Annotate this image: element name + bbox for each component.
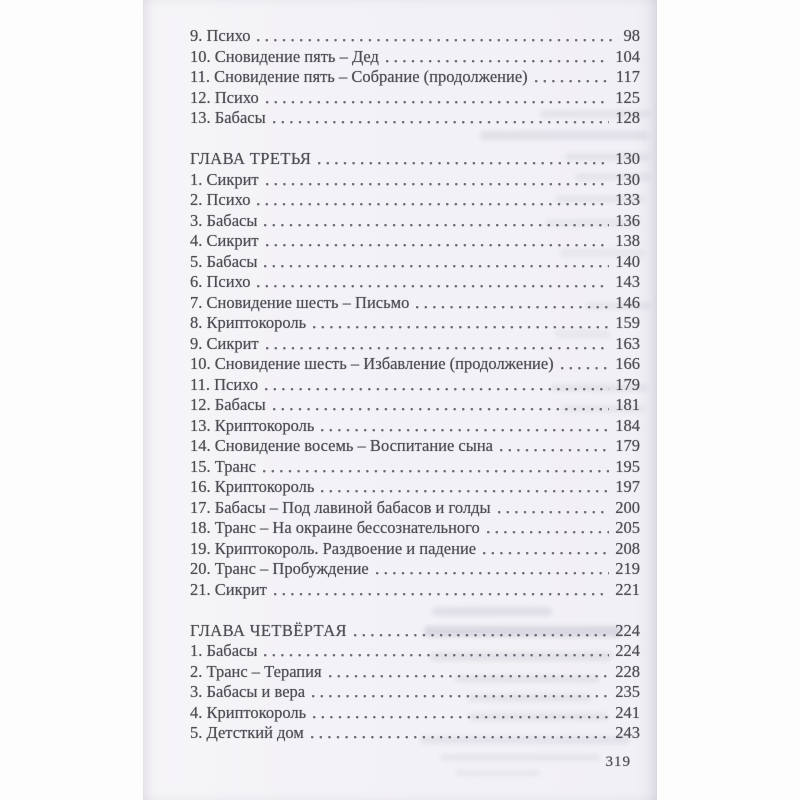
dot-leader [255,272,609,293]
toc-page-number: 235 [615,682,640,701]
section-gap [190,600,640,621]
dot-leader [384,47,609,68]
toc-chapter-label: ГЛАВА ТРЕТЬЯ [190,149,312,168]
toc-item-row [190,108,640,129]
toc-item-label: 21. Сикрит [190,579,267,599]
toc-item-label: 20. Транс – Пробуждение [190,559,369,578]
dot-leader [255,190,609,211]
dot-leader [264,170,610,191]
toc-item-row [190,662,640,683]
toc-item-row [190,88,640,109]
toc-page-number: 136 [615,210,640,230]
toc-page-number: 241 [615,702,640,722]
dot-leader [271,395,610,416]
toc-item-label: 10. Сновидение шесть – Избавление (продолжение) [190,354,554,373]
toc [190,26,640,744]
toc-page-number: 224 [615,641,640,660]
toc-item-row [190,436,640,457]
toc-page-number: 205 [615,518,640,537]
toc-page-number: 166 [615,354,640,373]
dot-leader [485,518,609,539]
dot-leader [316,149,609,170]
toc-item-row [190,682,640,703]
toc-item-row [190,641,640,662]
toc-page-number: 128 [615,108,640,127]
dot-leader [496,498,610,519]
toc-page-number: 117 [615,67,640,86]
toc-page-number: 228 [615,661,640,681]
toc-page-number: 219 [615,559,640,578]
dot-leader [310,682,609,703]
toc-item-row [190,293,640,314]
toc-page-number: 224 [615,620,640,640]
toc-page-number: 200 [615,497,640,517]
toc-item-row [190,272,640,293]
toc-page-number: 159 [615,313,640,332]
toc-page-number: 184 [615,415,640,435]
toc-page-number: 163 [615,333,640,353]
dot-leader [319,477,609,498]
dot-leader [264,231,610,252]
toc-page-number: 133 [615,190,640,209]
toc-item-row [190,252,640,273]
toc-item-row [190,539,640,560]
dot-leader [262,252,609,273]
toc-item-label: 3. Бабасы [190,210,258,230]
toc-item-label: 6. Психо [190,272,251,291]
toc-item-label: 11. Сновидение пять – Собрание (продолжение) [190,67,528,86]
toc-item-row [190,703,640,724]
toc-page-number: 179 [615,436,640,455]
toc-page-number: 125 [615,87,640,107]
toc-page-number: 143 [615,272,640,291]
bleedthrough-smudge [455,770,540,776]
toc-item-label: 8. Криптокороль [190,313,307,332]
toc-item-label: 2. Психо [190,190,251,209]
dot-leader [264,334,610,355]
toc-item-row [190,723,640,744]
toc-item-row [190,457,640,478]
toc-item-label: 12. Психо [190,87,259,107]
toc-item-label: 16. Криптокороль [190,477,315,496]
toc-page-number: 221 [615,579,640,599]
toc-item-label: 9. Психо [190,26,251,45]
book-page [143,0,657,800]
dot-leader [255,26,617,47]
toc-item-label: 14. Сновидение восемь – Воспитание сына [190,436,493,455]
dot-leader [264,88,610,109]
toc-item-row [190,559,640,580]
section-gap [190,129,640,150]
toc-item-row [190,580,640,601]
toc-item-label: 17. Бабасы – Под лавиной бабасов и голды [190,497,491,517]
toc-item-row [190,190,640,211]
toc-item-label: 18. Транс – На окраине бессознательного [190,518,480,537]
toc-item-label: 7. Сновидение шесть – Письмо [190,292,410,312]
toc-item-row [190,231,640,252]
toc-item-row [190,170,640,191]
toc-item-row [190,518,640,539]
toc-item-label: 13. Бабасы [190,108,266,127]
dot-leader [327,662,610,683]
toc-item-label: 1. Сикрит [190,169,259,189]
toc-item-label: 5. Детсткий дом [190,723,304,742]
toc-page-number: 104 [615,46,640,66]
toc-item-row [190,67,640,88]
toc-page-number: 179 [615,374,640,394]
toc-page-number: 208 [615,538,640,558]
toc-item-row [190,477,640,498]
dot-leader [309,723,609,744]
dot-leader [414,293,609,314]
toc-item-row [190,313,640,334]
bleedthrough-smudge [440,754,600,761]
dot-leader [374,559,610,580]
dot-leader [319,416,609,437]
toc-item-label: 11. Психо [190,374,259,394]
toc-page-number: 140 [615,251,640,271]
dot-leader [559,354,610,375]
toc-item-label: 13. Криптокороль [190,415,315,435]
toc-page-number: 243 [615,723,640,742]
toc-page-number: 130 [615,149,640,168]
dot-leader [271,108,610,129]
toc-item-label: 9. Сикрит [190,333,259,353]
dot-leader [262,641,609,662]
dot-leader [311,313,609,334]
page-number: 319 [605,754,631,770]
toc-item-label: 2. Транс – Терапия [190,661,322,681]
toc-item-row [190,26,640,47]
toc-item-label: 1. Бабасы [190,641,258,660]
toc-page-number: 130 [615,169,640,189]
toc-page-number: 98 [623,26,640,45]
toc-item-row [190,47,640,68]
dot-leader [263,375,609,396]
toc-page-number: 146 [615,292,640,312]
dot-leader [311,703,609,724]
toc-item-row [190,211,640,232]
dot-leader [262,211,609,232]
toc-item-label: 19. Криптокороль. Раздвоение и падение [190,538,477,558]
dot-leader [481,539,609,560]
toc-page-number: 195 [615,456,640,476]
toc-item-label: 3. Бабасы и вера [190,682,306,701]
toc-item-label: 4. Сикрит [190,231,259,250]
toc-item-row [190,416,640,437]
toc-item-label: 4. Криптокороль [190,702,307,722]
toc-chapter-row [190,621,640,642]
toc-item-label: 5. Бабасы [190,251,258,271]
toc-page-number: 181 [615,395,640,414]
dot-leader [498,436,609,457]
toc-item-label: 15. Транс [190,456,256,476]
toc-item-row [190,395,640,416]
toc-item-row [190,498,640,519]
toc-page-number: 138 [615,231,640,250]
toc-item-row [190,354,640,375]
toc-chapter-label: ГЛАВА ЧЕТВЁРТАЯ [190,620,347,640]
toc-chapter-row [190,149,640,170]
toc-item-row [190,334,640,355]
toc-item-row [190,375,640,396]
dot-leader [352,621,609,642]
toc-item-label: 10. Сновидение пять – Дед [190,46,379,66]
dot-leader [533,67,610,88]
dot-leader [272,580,609,601]
toc-page-number: 197 [615,477,640,496]
toc-item-label: 12. Бабасы [190,395,266,414]
dot-leader [261,457,609,478]
